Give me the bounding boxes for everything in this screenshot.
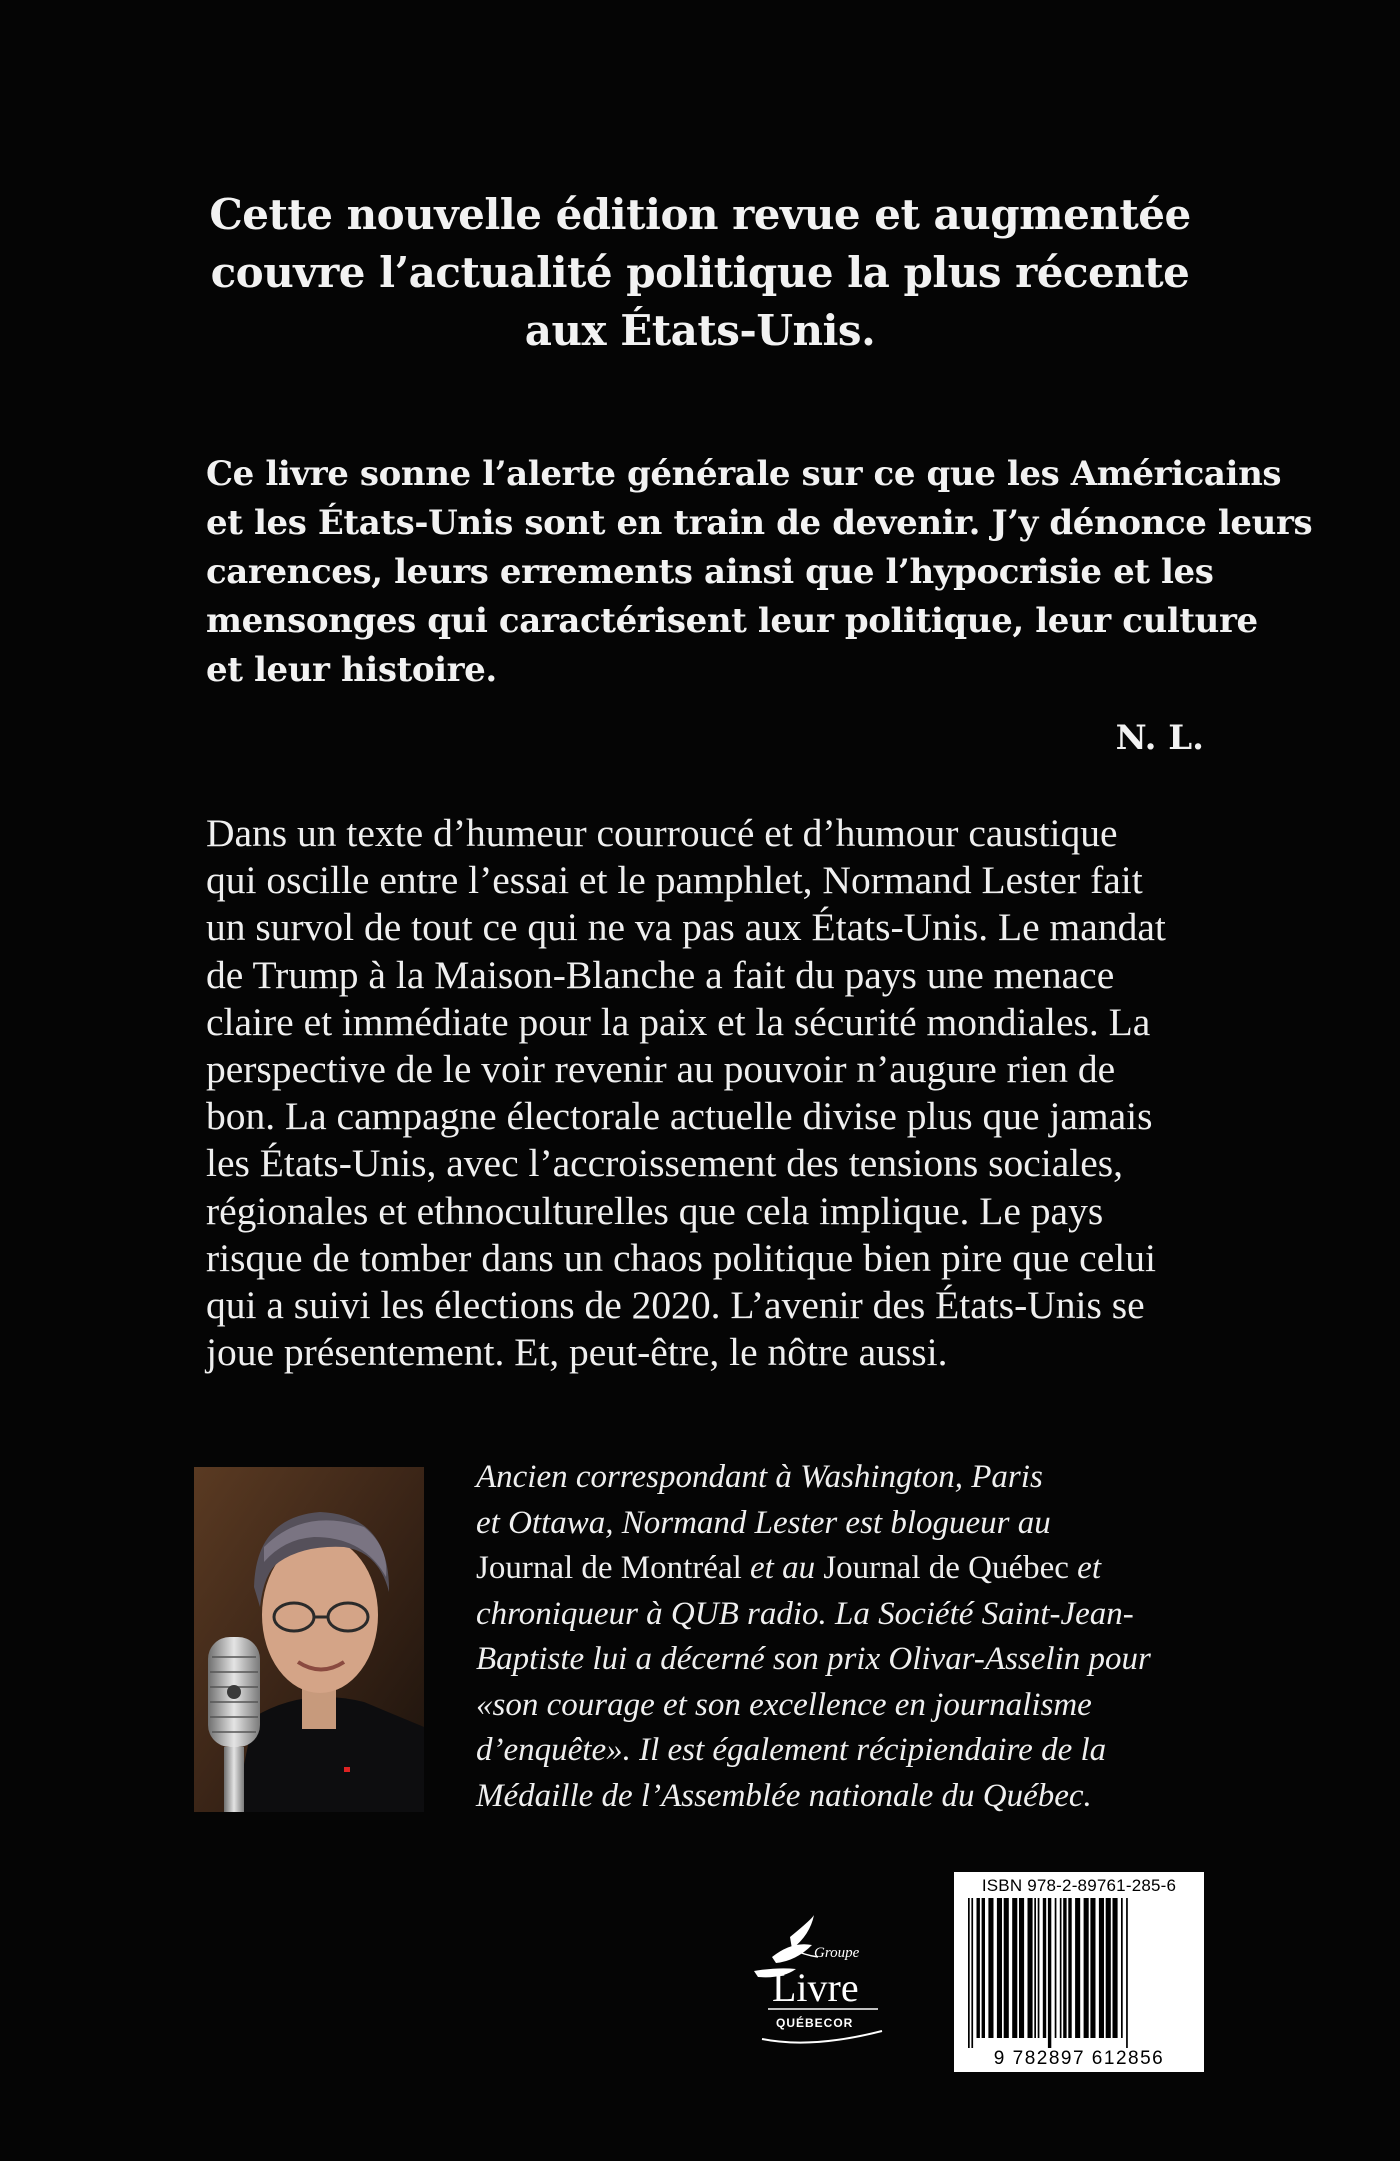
quote-line: mensonges qui caractérisent leur politique, leur culture — [206, 601, 1258, 641]
bio-line: et Ottawa, Normand Lester est blogueur au — [476, 1504, 1051, 1541]
bio-newspaper-name: Journal de Québec — [823, 1550, 1069, 1586]
bio-line: d’enquête». Il est également récipiendaire de la — [476, 1732, 1107, 1768]
quote-author-initials: N. L. — [1115, 718, 1204, 758]
quote-line: Ce livre sonne l’alerte générale sur ce que les Américains — [206, 454, 1282, 494]
barcode-bar — [1113, 1898, 1118, 2038]
barcode-bar — [1099, 1898, 1104, 2038]
barcode-bar — [1063, 1898, 1066, 2038]
barcode-bar — [1004, 1898, 1009, 2038]
barcode-bar — [968, 1898, 970, 2048]
barcode-bar — [977, 1898, 980, 2038]
description-line: claire et immédiate pour la paix et la sécurité mondiales. La — [206, 999, 1151, 1044]
description-line: joue présentement. Et, peut-être, le nôtre aussi. — [206, 1330, 948, 1375]
description-line: Dans un texte d’humeur courroucé et d’humour caustique — [206, 811, 1118, 855]
bio-text: et — [1068, 1550, 1101, 1586]
description-line: un survol de tout ce qui ne va pas aux États-Unis. Le mandat — [206, 905, 1166, 950]
barcode-bar — [1121, 1898, 1123, 2038]
barcode-bar — [988, 1898, 993, 2038]
barcode-bar — [1038, 1898, 1040, 2038]
barcode-bar — [1028, 1898, 1033, 2038]
barcode-bar — [982, 1898, 985, 2038]
headline-line: Cette nouvelle édition revue et augmentée — [209, 190, 1191, 239]
barcode-bar — [1090, 1898, 1095, 2038]
barcode-number: 9 782897 612856 — [993, 2048, 1165, 2069]
barcode-bar — [1055, 1898, 1057, 2038]
barcode-bar — [1034, 1898, 1036, 2038]
barcode-bar — [1106, 1898, 1111, 2038]
barcode-bar — [971, 1898, 973, 2048]
publisher-word-livre: Livre — [772, 1965, 859, 2010]
barcode-bar — [1019, 1898, 1024, 2038]
barcode-bar — [1048, 1898, 1051, 2048]
isbn-label: ISBN 978-2-89761-285-6 — [981, 1876, 1177, 1895]
quote-line: carences, leurs errements ainsi que l’hypocrisie et les — [206, 552, 1214, 592]
publisher-logo — [752, 1915, 902, 2065]
bio-line: Ancien correspondant à Washington, Paris — [476, 1459, 1043, 1495]
publisher-word-quebecor: QUÉBECOR — [776, 2016, 854, 2030]
description-line: qui oscille entre l’essai et le pamphlet, Normand Lester fait — [206, 858, 1143, 903]
headline-line: couvre l’actualité politique la plus récente — [210, 248, 1190, 297]
description-line: de Trump à la Maison-Blanche a fait du pays une menace — [206, 952, 1115, 997]
barcode-bar — [1126, 1898, 1128, 2048]
description-line: risque de tomber dans un chaos politique bien pire que celui — [206, 1235, 1156, 1280]
author-photo — [194, 1467, 424, 1812]
barcode-bar — [1043, 1898, 1046, 2038]
publisher-word-groupe: Groupe — [814, 1945, 860, 1961]
barcode-bar — [1075, 1898, 1080, 2038]
description-line: perspective de le voir revenir au pouvoir n’augure rien de — [206, 1047, 1116, 1092]
bio-line: Baptiste lui a décerné son prix Olivar-Asselin pour — [476, 1641, 1151, 1677]
author-quote — [206, 450, 1313, 695]
bio-line: «son courage et son excellence en journalisme — [476, 1686, 1092, 1723]
barcode-bar — [1068, 1898, 1071, 2038]
barcode-bar — [1060, 1898, 1062, 2038]
bio-line — [476, 1546, 1206, 1592]
quote-line: et leur histoire. — [206, 650, 497, 690]
isbn-barcode — [954, 1872, 1204, 2072]
bio-line: chroniqueur à QUB radio. La Société Saint-Jean- — [476, 1595, 1134, 1632]
book-description — [206, 810, 1216, 1376]
leaf-icon — [790, 1915, 814, 1949]
bio-line: Médaille de l’Assemblée nationale du Québec. — [476, 1777, 1092, 1814]
headline — [150, 186, 1250, 360]
barcode-bar — [997, 1898, 1002, 2038]
description-line: les États-Unis, avec l’accroissement des tensions sociales, — [206, 1141, 1124, 1186]
description-line: qui a suivi les élections de 2020. L’avenir des États-Unis se — [206, 1283, 1145, 1328]
barcode-bars — [966, 1898, 1192, 2048]
description-line: régionales et ethnoculturelles que cela implique. Le pays — [206, 1188, 1104, 1233]
author-bio — [476, 1455, 1206, 1819]
bio-newspaper-name: Journal de Montréal — [476, 1550, 742, 1586]
headline-line: aux États-Unis. — [524, 306, 876, 355]
bio-text: et au — [741, 1550, 824, 1586]
description-line: bon. La campagne électorale actuelle divise plus que jamais — [206, 1094, 1153, 1139]
quote-line: et les États-Unis sont en train de devenir. J’y dénonce leurs — [206, 503, 1313, 543]
barcode-bar — [1012, 1898, 1017, 2038]
barcode-bar — [1084, 1898, 1089, 2038]
